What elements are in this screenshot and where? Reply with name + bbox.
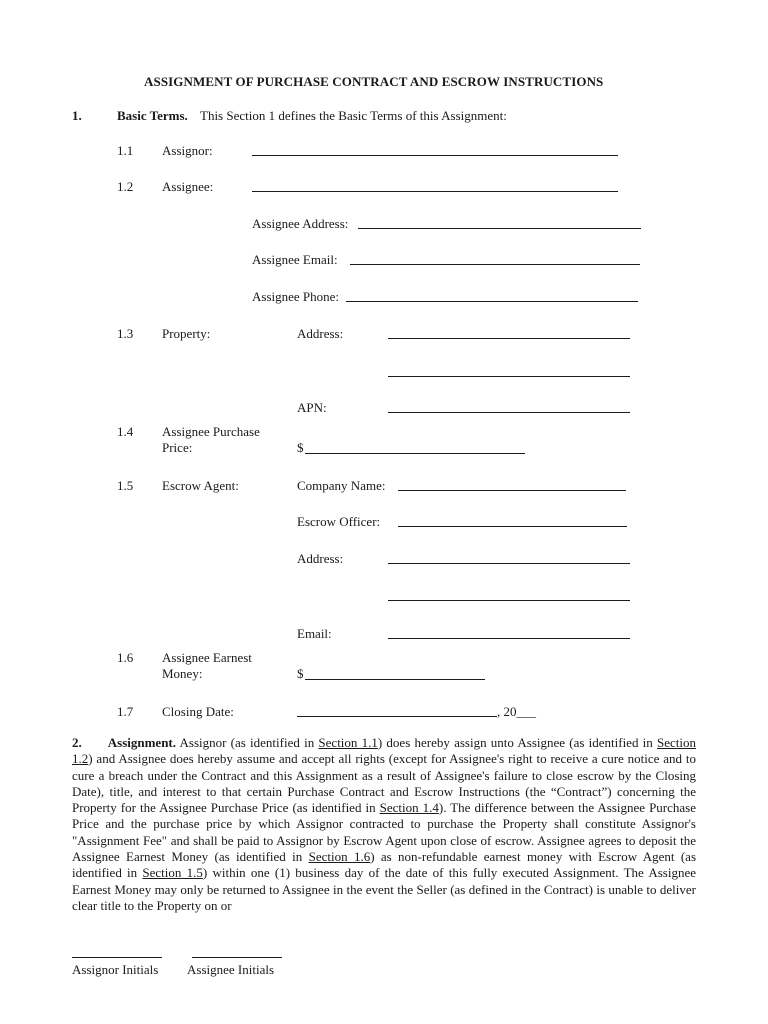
section-2-text: ) does hereby assign unto Assignee (as identified in (377, 735, 657, 750)
section-2-text: ) as non-refundable earnest money with Escrow Agent (as identified in (72, 849, 696, 881)
escrow-address-label: Address: (297, 551, 344, 566)
property-address-field-1[interactable] (388, 338, 630, 339)
section-ref-1-1: Section 1.1 (318, 735, 378, 750)
property-apn-field[interactable] (388, 412, 630, 413)
item-1-3-number: 1.3 (117, 326, 134, 341)
section-ref-1-2: Section 1.2 (72, 735, 696, 767)
escrow-officer-field[interactable] (398, 526, 627, 527)
assignor-initials-field[interactable] (72, 957, 162, 958)
section-ref-1-5: Section 1.5 (142, 865, 203, 881)
assignee-address-label: Assignee Address: (252, 216, 349, 231)
purchase-price-label-line2: Price: (162, 440, 193, 455)
closing-date-label: Closing Date: (162, 704, 234, 719)
property-address-field-2[interactable] (388, 376, 630, 377)
item-1-6-number: 1.6 (117, 650, 134, 665)
escrow-email-label: Email: (297, 626, 332, 641)
section-ref-1-6: Section 1.6 (308, 849, 371, 865)
section-2-number: 2. (72, 735, 82, 750)
purchase-price-field[interactable] (305, 453, 525, 454)
earnest-money-label-line2: Money: (162, 666, 203, 681)
item-1-7-number: 1.7 (117, 704, 134, 719)
section-1-intro: This Section 1 defines the Basic Terms of this Assignment: (200, 108, 507, 123)
assignee-phone-label: Assignee Phone: (252, 289, 340, 304)
earnest-money-label-line1: Assignee Earnest (162, 650, 252, 665)
escrow-agent-label: Escrow Agent: (162, 478, 239, 493)
escrow-email-field[interactable] (388, 638, 630, 639)
escrow-address-field-2[interactable] (388, 600, 630, 601)
section-2-text: ). The difference between the Assignee Purchase Price and the purchase price by which Assignor contracted to purchase the Property shall constitute Assignor's "Assignment Fee" and shall be paid to Assignor by Escrow Agent upon close of escrow. Assignee agrees to deposit the Assignee Earnest Money (as identified in (72, 800, 696, 865)
escrow-address-field-1[interactable] (388, 563, 630, 564)
property-label: Property: (162, 326, 211, 341)
section-2-text: Assignor (as identified in (176, 735, 319, 750)
escrow-company-field[interactable] (398, 490, 626, 491)
earnest-money-currency: $ (297, 666, 304, 681)
assignee-initials-label: Assignee Initials (187, 962, 275, 977)
section-1-number: 1. (72, 108, 82, 123)
assignee-phone-field[interactable] (346, 301, 638, 302)
assignor-field[interactable] (252, 155, 618, 156)
section-2-text: ) within one (1) business day of the date of this fully executed Assignment. The Assignee Earnest Money may only be returned to Assignee in the event the Seller (as defined in the Contract) is unable to deliver clear title to the Property on or (72, 865, 696, 913)
assignee-field[interactable] (252, 191, 618, 192)
escrow-company-label: Company Name: (297, 478, 386, 493)
item-1-4-number: 1.4 (117, 424, 134, 439)
item-1-1-number: 1.1 (117, 143, 134, 158)
property-apn-label: APN: (297, 400, 327, 415)
section-1-heading: Basic Terms. (117, 108, 188, 123)
item-1-5-number: 1.5 (117, 478, 134, 493)
closing-date-field[interactable] (297, 716, 497, 717)
assignee-address-field[interactable] (358, 228, 641, 229)
escrow-officer-label: Escrow Officer: (297, 514, 381, 529)
earnest-money-field[interactable] (305, 679, 485, 680)
assignee-initials-field[interactable] (192, 957, 282, 958)
assignee-email-label: Assignee Email: (252, 252, 338, 267)
assignor-label: Assignor: (162, 143, 213, 158)
closing-date-year-suffix: , 20___ (497, 704, 536, 719)
section-ref-1-4: Section 1.4 (379, 800, 439, 816)
purchase-price-currency: $ (297, 440, 304, 455)
document-title: ASSIGNMENT OF PURCHASE CONTRACT AND ESCROW INSTRUCTIONS (144, 74, 604, 89)
assignor-initials-label: Assignor Initials (72, 962, 159, 977)
section-2-paragraph (72, 735, 696, 914)
property-address-label: Address: (297, 326, 344, 341)
assignee-label: Assignee: (162, 179, 214, 194)
section-2-heading: Assignment. (107, 735, 177, 750)
item-1-2-number: 1.2 (117, 179, 134, 194)
section-2-text: ) and Assignee does hereby assume and accept all rights (except for Assignee's right to receive a cure notice and to cure a breach under the Contract and this Assignment as a result of Assignee's failure to close escrow by the Closing Date), title, and interest to that certain Purchase Contract and Escrow Instructions (the “Contract”) concerning the Property for the Assignee Purchase Price (as identified in (72, 751, 696, 816)
assignee-email-field[interactable] (350, 264, 640, 265)
purchase-price-label-line1: Assignee Purchase (162, 424, 260, 439)
